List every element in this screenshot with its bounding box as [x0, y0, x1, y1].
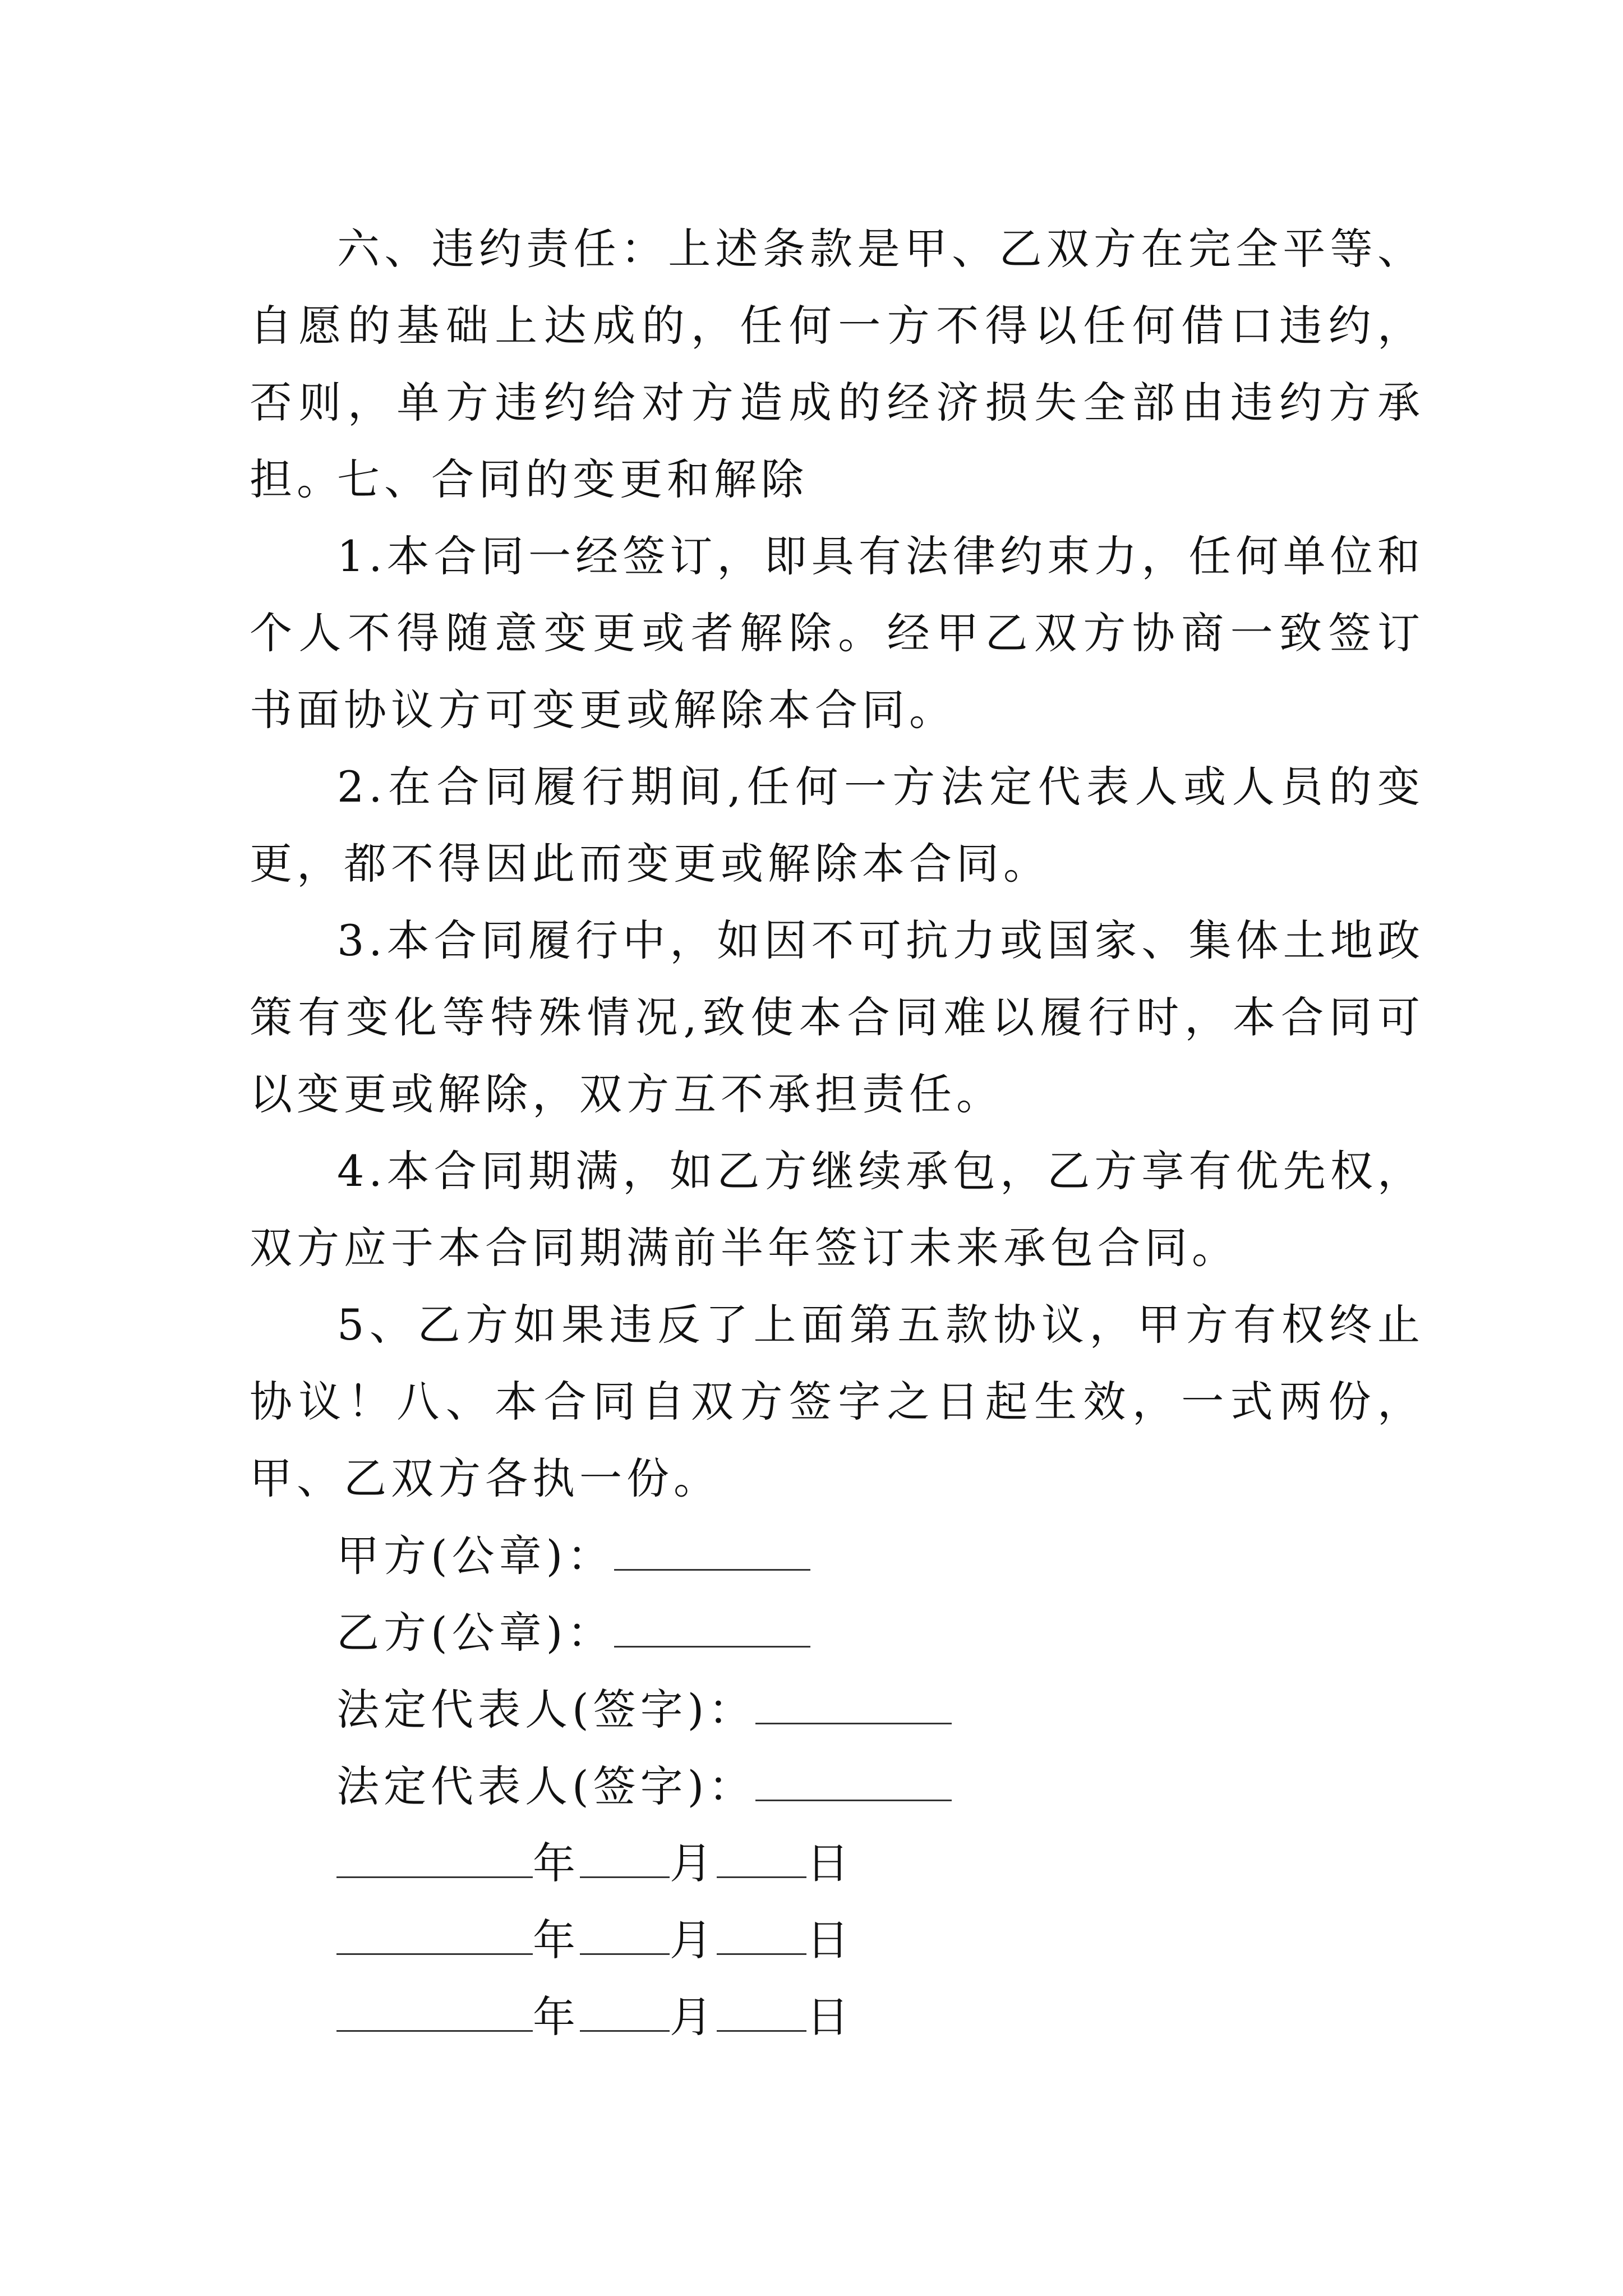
clause-seven-heading: 七、合同的变更和解除	[337, 454, 808, 504]
date-month-blank[interactable]	[580, 1837, 670, 1878]
party-a-seal-label: 甲方(公章)：	[336, 1531, 615, 1581]
date-day-blank[interactable]	[717, 1991, 806, 2032]
month-label: 月	[670, 1915, 717, 1965]
legal-rep-signature-blank-2[interactable]	[755, 1760, 952, 1801]
date-year-blank[interactable]	[336, 1837, 533, 1878]
date-month-blank[interactable]	[580, 1991, 670, 2032]
month-label: 月	[670, 1992, 717, 2042]
party-b-seal-line	[336, 1594, 810, 1671]
date-line-1	[336, 1825, 854, 1902]
clause-six-liability: 六、违约责任：上述条款是甲、乙双方在完全平等、自愿的基础上达成的，任何一方不得以任何借口违约，否则，单方违约给对方造成的经济损失全部由违约方承担。	[250, 224, 1424, 504]
party-a-seal-blank[interactable]	[614, 1530, 810, 1571]
date-year-blank[interactable]	[336, 1914, 533, 1955]
year-label: 年	[533, 1915, 580, 1965]
year-label: 年	[533, 1992, 580, 2042]
legal-rep-signature-label-1: 法定代表人(签字)：	[336, 1685, 756, 1734]
month-label: 月	[670, 1838, 717, 1888]
date-year-blank[interactable]	[336, 1991, 533, 2032]
day-label: 日	[806, 1992, 854, 2042]
clause-seven-item-1: 1.本合同一经签订，即具有法律约束力，任何单位和个人不得随意变更或者解除。经甲乙双方协商一致签订书面协议方可变更或解除本合同。	[250, 531, 1424, 735]
party-b-seal-label: 乙方(公章)：	[336, 1608, 615, 1658]
legal-rep-signature-line-1	[336, 1671, 952, 1748]
day-label: 日	[806, 1915, 854, 1965]
date-day-blank[interactable]	[717, 1837, 806, 1878]
day-label: 日	[806, 1838, 854, 1888]
date-month-blank[interactable]	[580, 1914, 670, 1955]
year-label: 年	[533, 1838, 580, 1888]
date-line-2	[336, 1902, 854, 1978]
clause-seven-item-5: 5、乙方如果违反了上面第五款协议，甲方有权终止协议！八、本合同自双方签字之日起生效，一式两份，甲、乙双方各执一份。	[250, 1300, 1424, 1503]
legal-rep-signature-blank-1[interactable]	[755, 1683, 952, 1724]
date-line-3	[336, 1978, 854, 2055]
legal-rep-signature-label-2: 法定代表人(签字)：	[336, 1761, 756, 1811]
clause-seven-item-2: 2.在合同履行期间,任何一方法定代表人或人员的变更，都不得因此而变更或解除本合同。	[250, 762, 1424, 889]
clause-seven-item-3: 3.本合同履行中，如因不可抗力或国家、集体土地政策有变化等特殊情况,致使本合同难以履行时，本合同可以变更或解除，双方互不承担责任。	[250, 915, 1424, 1119]
party-b-seal-blank[interactable]	[614, 1607, 810, 1648]
clause-seven-item-4: 4.本合同期满，如乙方继续承包，乙方享有优先权，双方应于本合同期满前半年签订未来承包合同。	[250, 1146, 1424, 1273]
legal-rep-signature-line-2	[336, 1748, 952, 1825]
party-a-seal-line	[336, 1517, 810, 1594]
date-day-blank[interactable]	[717, 1914, 806, 1955]
